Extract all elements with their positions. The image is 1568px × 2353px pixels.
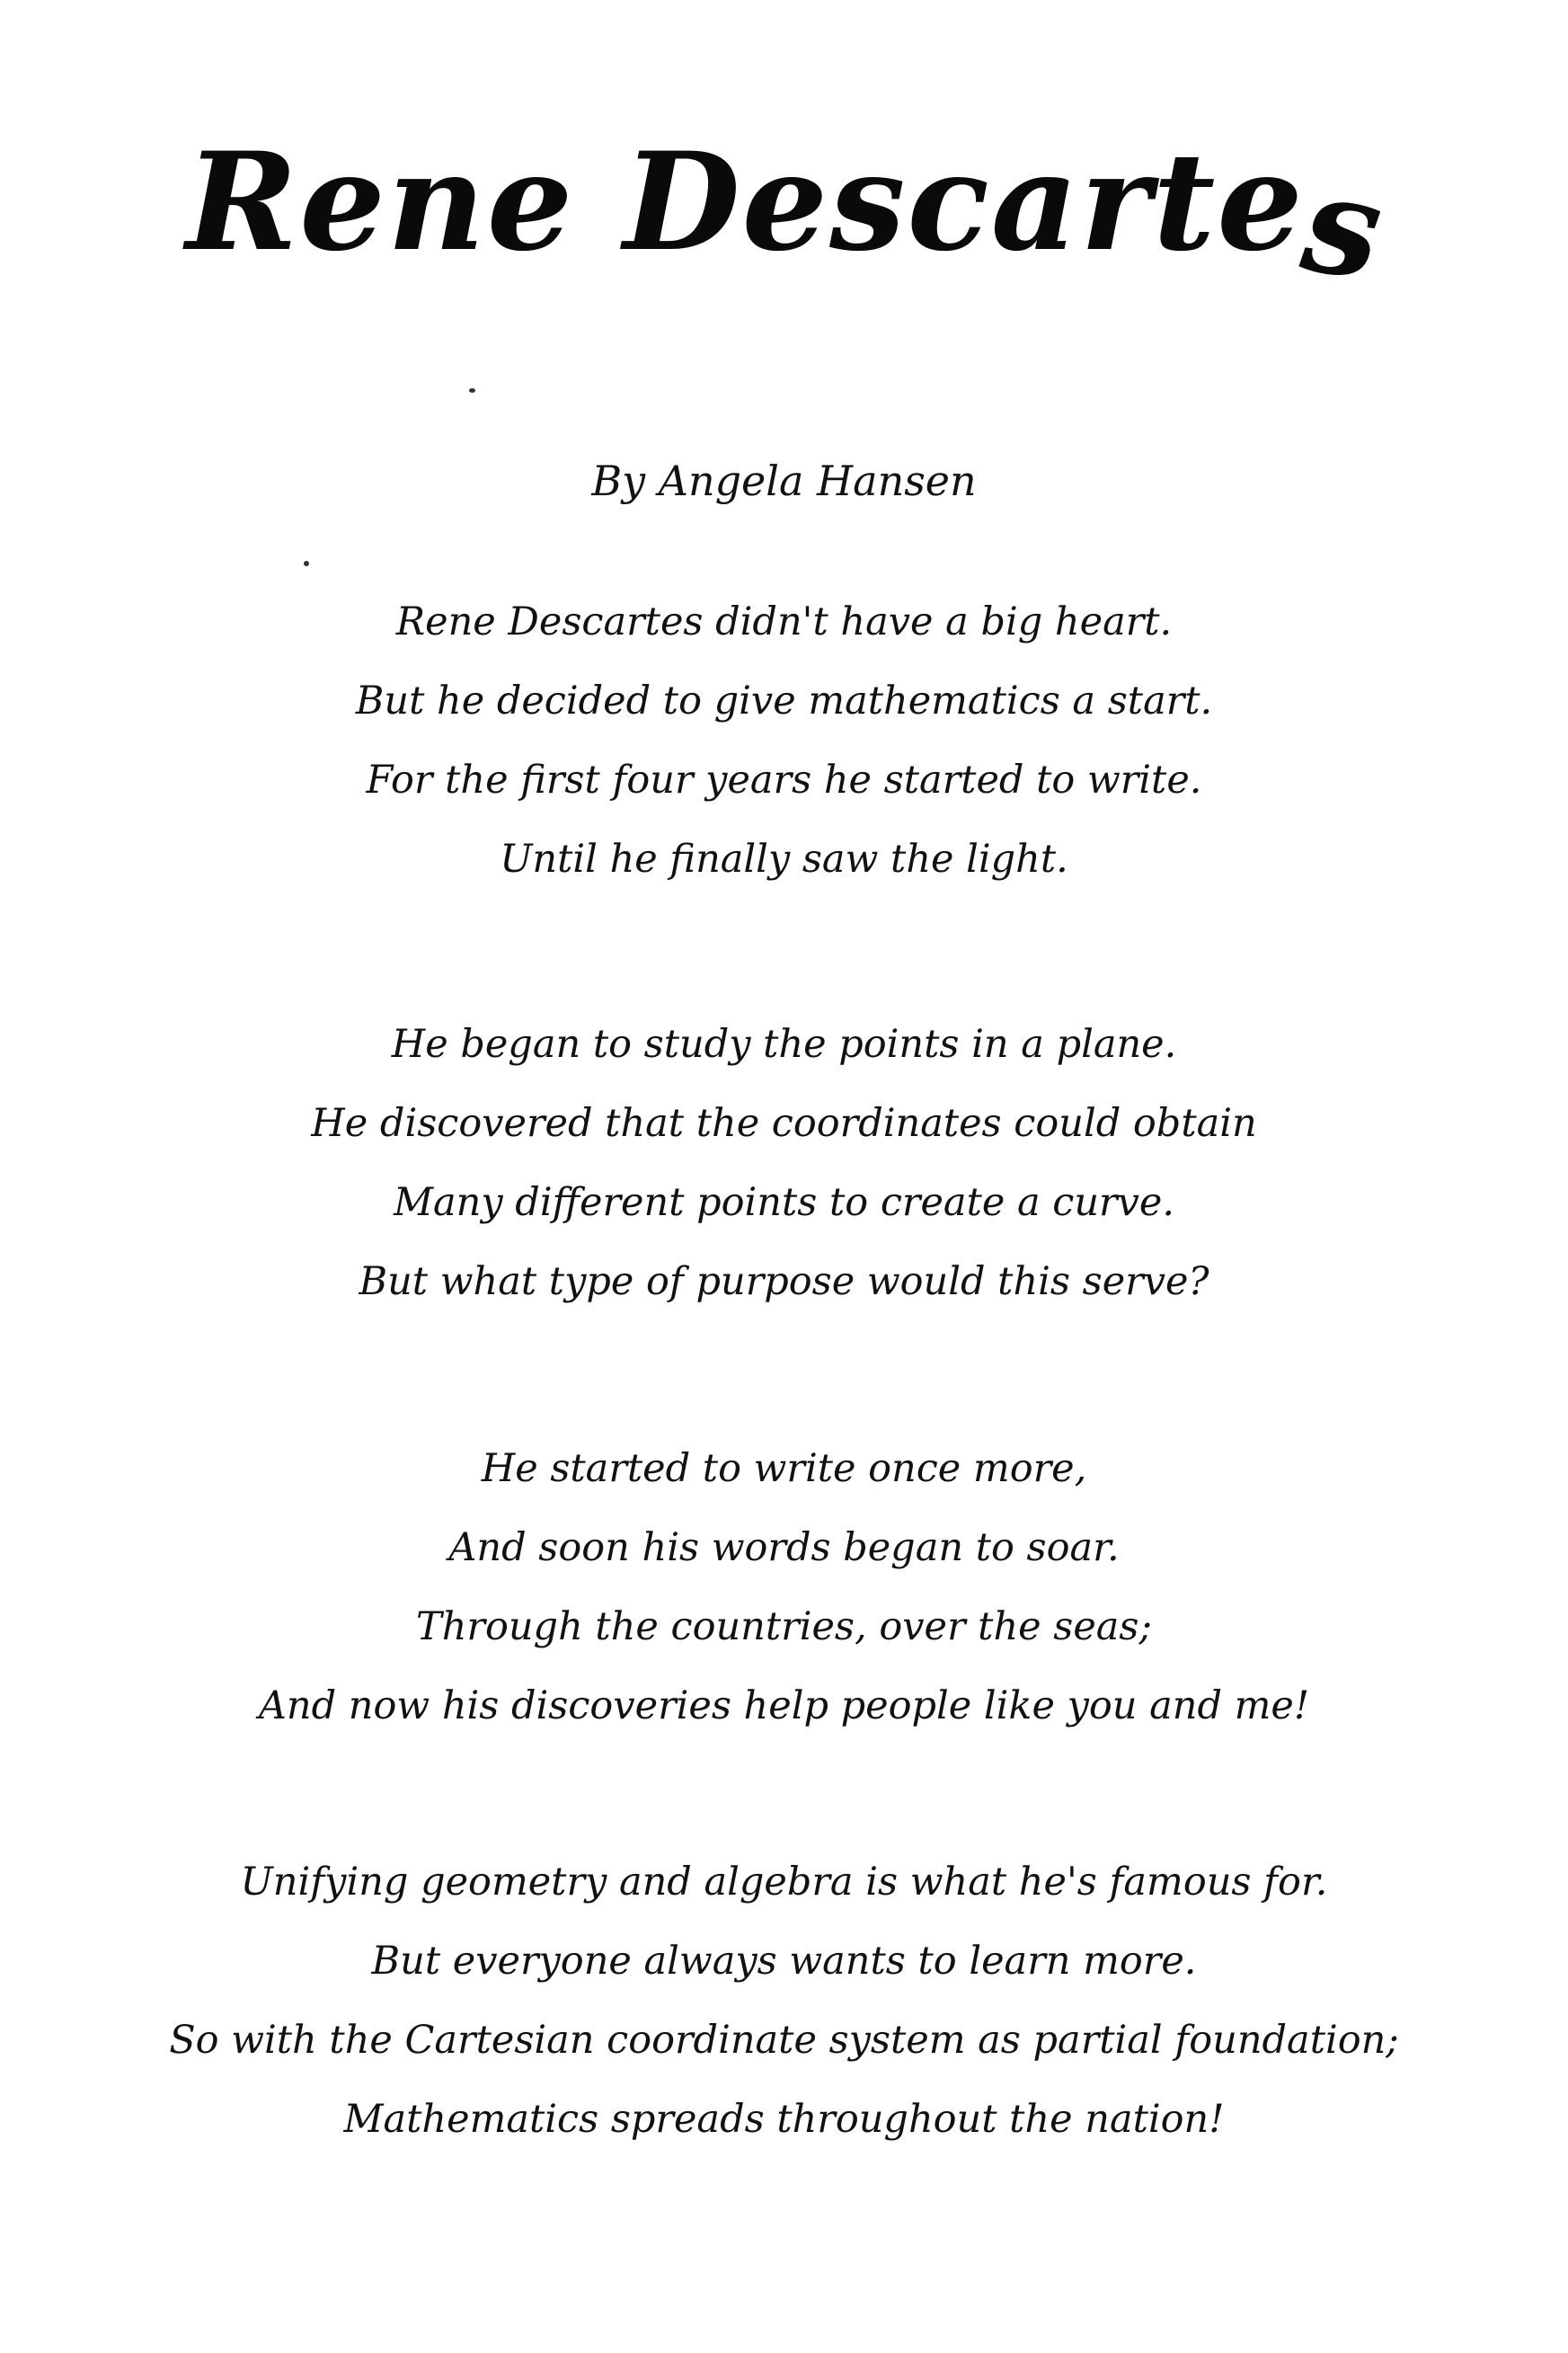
stanza-line: Mathematics spreads throughout the nation! <box>343 2097 1225 2142</box>
scan-speck <box>469 388 475 393</box>
poem-title <box>0 123 1568 312</box>
stanza-line: So with the Cartesian coordinate system as partial foundation; <box>169 2018 1399 2063</box>
stanza-line: Through the countries, over the seas; <box>416 1604 1152 1649</box>
stanza-line: And soon his words began to soar. <box>448 1525 1120 1570</box>
stanza-line: But he decided to give mathematics a start. <box>355 679 1213 724</box>
stanza-line: He started to write once more, <box>481 1446 1087 1491</box>
stanza-1 <box>0 582 1568 899</box>
stanza-line: He discovered that the coordinates could obtain <box>311 1101 1257 1146</box>
stanza-line: For the first four years he started to write. <box>366 758 1202 803</box>
stanza-2 <box>0 1005 1568 1321</box>
stanza-line: Unifying geometry and algebra is what he's famous for. <box>240 1860 1328 1905</box>
stanza-line: He began to study the points in a plane. <box>391 1022 1177 1067</box>
poem-title-main: Rene Descarte <box>185 123 1305 281</box>
stanza-line: Rene Descartes didn't have a big heart. <box>395 599 1173 644</box>
scan-speck <box>304 561 309 566</box>
stanza-line: But what type of purpose would this serve? <box>359 1259 1209 1304</box>
stanza-line: Until he finally saw the light. <box>500 837 1068 882</box>
poem-title-tail: s <box>1293 143 1394 312</box>
stanza-line: But everyone always wants to learn more. <box>371 1939 1197 1984</box>
stanza-line: And now his discoveries help people like you and me! <box>258 1683 1310 1728</box>
stanza-4 <box>0 1842 1568 2159</box>
stanza-3 <box>0 1429 1568 1745</box>
author-byline: By Angela Hansen <box>591 457 977 505</box>
stanza-line: Many different points to create a curve. <box>393 1180 1175 1225</box>
